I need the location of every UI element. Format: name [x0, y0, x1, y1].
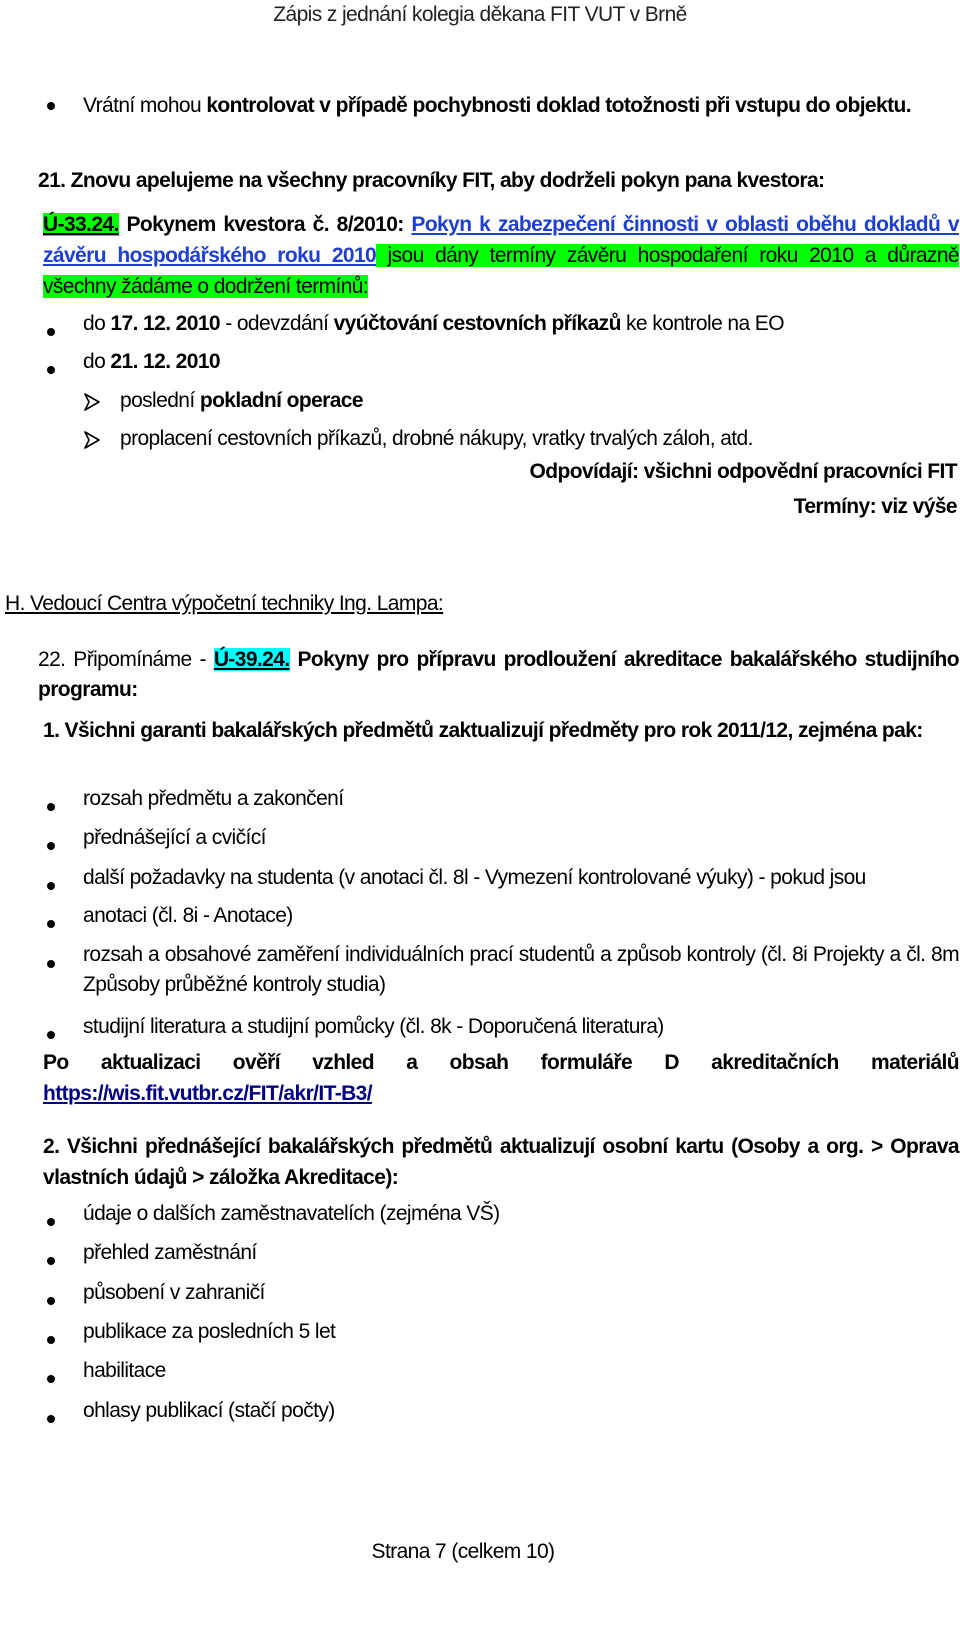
directive-link[interactable]: Pokyn k zabezpečení činnosti v oblasti oběhu dokladů v závěru hospodářského roku 2010: [43, 213, 959, 267]
deadline-2-prefix: do: [83, 350, 111, 373]
task-1: [43, 716, 959, 746]
list2-item: údaje o dalších zaměstnavatelích (zejména VŠ): [83, 1202, 500, 1225]
terms-line: [300, 491, 957, 523]
sub-item-2: proplacení cestovních příkazů, drobné nákupy, vratky trvalých záloh, atd.: [120, 427, 753, 450]
bullet-icon: [47, 960, 55, 968]
sub-item-1-bold: pokladní operace: [199, 389, 363, 412]
responsible-text: Odpovídají: všichni odpovědní pracovníci FIT: [529, 460, 957, 483]
directive-title: Pokynem kvestora č. 8/2010:: [118, 213, 412, 236]
bullet-icon: [47, 1336, 55, 1344]
verify-paragraph: [43, 1047, 959, 1109]
list2-item: publikace za posledních 5 let: [83, 1320, 336, 1343]
bullet-icon: [47, 102, 55, 110]
item-22-title: Pokyny pro přípravu prodloužení akreditace bakalářského studijního programu:: [38, 648, 959, 701]
sub-item-1: [120, 385, 940, 417]
item-22-code: Ú-39.24.: [213, 648, 290, 671]
list1-item: anotaci (čl. 8i - Anotace): [83, 904, 293, 927]
bullet-icon: [47, 1297, 55, 1305]
task-2: [43, 1131, 959, 1193]
deadline-1: [83, 308, 943, 340]
list2-item: habilitace: [83, 1359, 166, 1382]
terms-text: Termíny: viz výše: [793, 495, 957, 518]
bullet-text-plain: Vrátní mohou: [83, 94, 207, 117]
bullet-text-bold: kontrolovat v případě pochybnosti doklad totožnosti při vstupu do objektu.: [206, 94, 911, 117]
bullet-icon: [47, 1375, 55, 1383]
deadline-2: [83, 346, 943, 378]
list1-item: rozsah a obsahové zaměření individuálních prací studentů a způsob kontroly (čl. 8i Projekty a čl. 8m Způsoby průběžné kontroly studia): [83, 943, 959, 996]
item-21-text: 21. Znovu apelujeme na všechny pracovníky FIT, aby dodrželi pokyn pana kvestora:: [38, 169, 825, 192]
bullet-icon: [47, 366, 55, 374]
kvestor-paragraph: [43, 209, 959, 302]
list2-item: ohlasy publikací (stačí počty): [83, 1399, 335, 1422]
verify-text: Po aktualizaci ověří vzhled a obsah formuláře D akreditačních materiálů: [43, 1051, 959, 1074]
deadline-1-prefix: do: [83, 312, 111, 335]
page-header: Zápis z jednání kolegia děkana FIT VUT v Brně: [273, 3, 687, 26]
task-1-text: 1. Všichni garanti bakalářských předmětů zaktualizují předměty pro rok 2011/12, zejména pak:: [43, 719, 923, 742]
list2-item: přehled zaměstnání: [83, 1241, 257, 1264]
list2-item: působení v zahraničí: [83, 1281, 265, 1304]
item-22-prefix: 22. Připomínáme -: [38, 648, 214, 671]
list1-item: další požadavky na studenta (v anotaci čl. 8l - Vymezení kontrolované výuky) - pokud jsou: [83, 866, 866, 889]
list1-item: rozsah předmětu a zakončení: [83, 787, 344, 810]
deadline-1-date: 17. 12. 2010: [110, 312, 220, 335]
bullet-icon: [47, 328, 55, 336]
item-22: [38, 645, 959, 705]
responsible-line: [300, 456, 957, 488]
item-21: [38, 165, 938, 197]
arrow-bullet-icon: [83, 393, 101, 411]
akreditace-link[interactable]: https://wis.fit.vutbr.cz/FIT/akr/IT-B3/: [43, 1082, 372, 1105]
bullet-item-vratni: [83, 90, 959, 122]
bullet-icon: [47, 1257, 55, 1265]
deadline-1-text: - odevzdání: [219, 312, 334, 335]
bullet-icon: [47, 803, 55, 811]
directive-code: Ú-33.24.: [43, 213, 119, 236]
bullet-icon: [47, 1031, 55, 1039]
bullet-icon: [47, 842, 55, 850]
list1-item: přednášející a cvičící: [83, 826, 266, 849]
deadline-1-suffix: ke kontrole na EO: [620, 312, 784, 335]
section-h-heading: H. Vedoucí Centra výpočetní techniky Ing. Lampa:: [5, 592, 444, 615]
sub-item-1-text: poslední: [120, 389, 200, 412]
bullet-icon: [47, 882, 55, 890]
page-footer: Strana 7 (celkem 10): [371, 1540, 555, 1563]
task-2-text: 2. Všichni přednášející bakalářských předmětů aktualizují osobní kartu (Osoby a org. > Oprava vlastních údajů > záložka Akreditace):: [43, 1135, 959, 1189]
bullet-icon: [47, 1415, 55, 1423]
deadline-1-bold: vyúčtování cestovních příkazů: [333, 312, 621, 335]
list1-item: studijní literatura a studijní pomůcky (čl. 8k - Doporučená literatura): [83, 1015, 664, 1038]
bullet-icon: [47, 1218, 55, 1226]
deadline-2-date: 21. 12. 2010: [110, 350, 220, 373]
bullet-icon: [47, 920, 55, 928]
directive-rest: jsou dány termíny závěru hospodaření roku 2010 a důrazně všechny žádáme o dodržení termínů:: [43, 244, 959, 298]
arrow-bullet-icon: [83, 431, 101, 449]
